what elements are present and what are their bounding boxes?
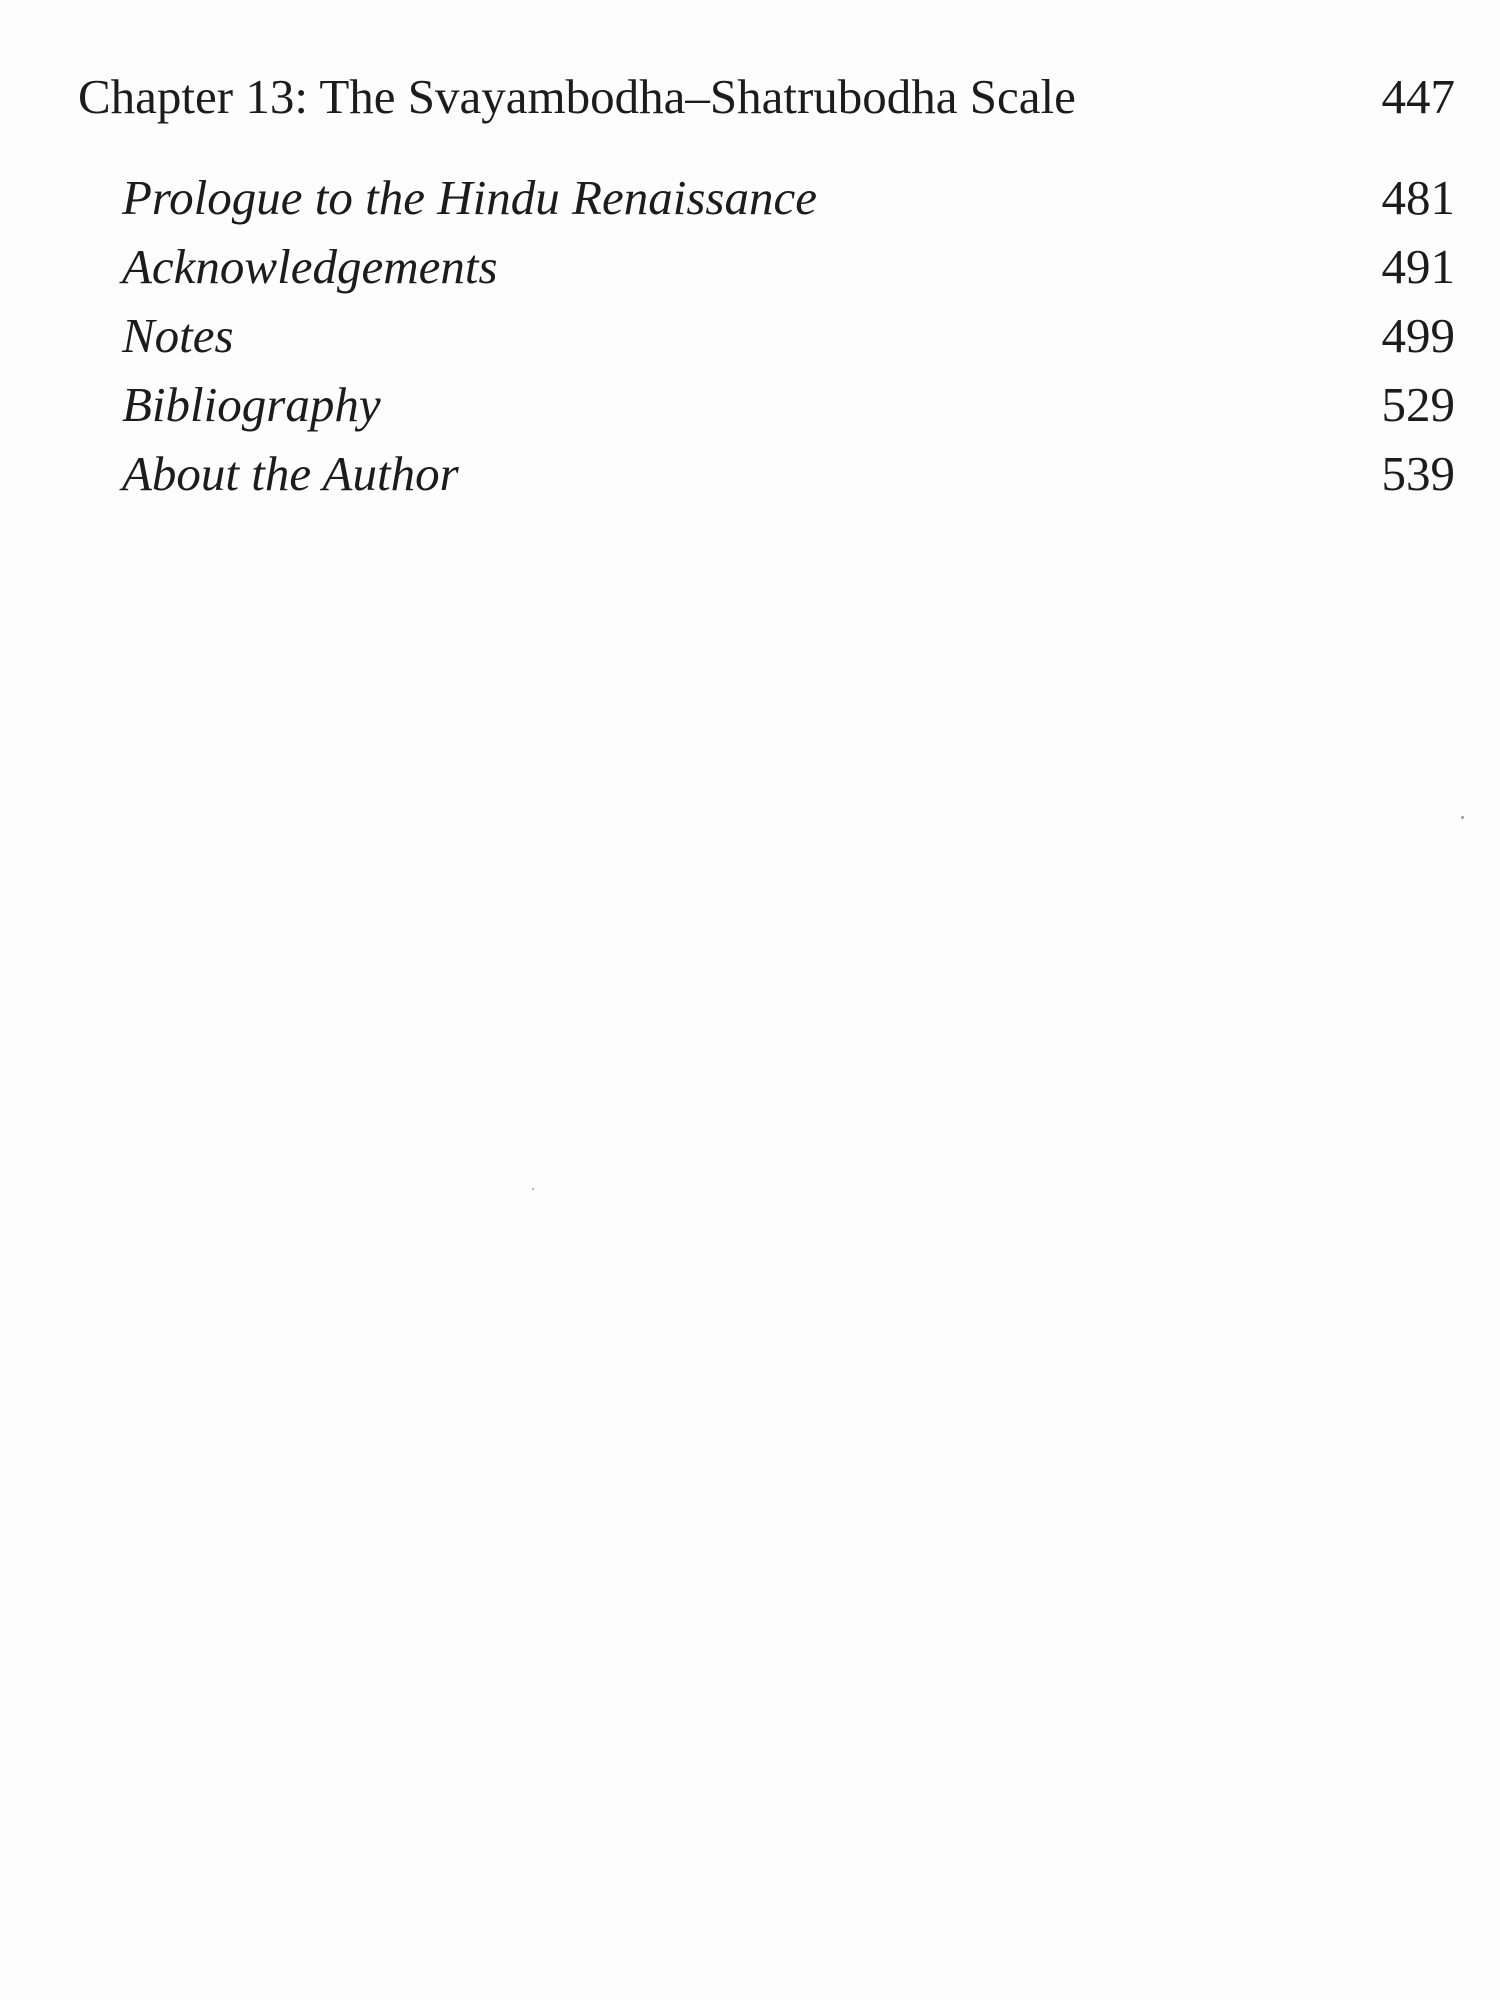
toc-entry-page-number: 499 <box>1381 308 1455 363</box>
toc-entry-page-number: 491 <box>1381 239 1455 294</box>
toc-entry-bibliography <box>0 370 1500 440</box>
toc-entry-page-number: 481 <box>1381 170 1455 225</box>
toc-entry-title: Chapter 13: The Svayambodha–Shatrubodha Scale <box>78 69 1076 124</box>
toc-entry-title: Acknowledgements <box>122 239 498 294</box>
toc-entry-acknowledgements <box>0 232 1500 302</box>
toc-entry-chapter-13 <box>0 62 1500 132</box>
toc-entry-title: Bibliography <box>122 377 381 432</box>
toc-entry-about-the-author <box>0 439 1500 509</box>
toc-entry-title: Prologue to the Hindu Renaissance <box>122 170 817 225</box>
toc-entry-notes <box>0 301 1500 371</box>
scan-speck <box>532 1188 534 1190</box>
toc-entry-title: About the Author <box>122 446 459 501</box>
toc-entry-page-number: 447 <box>1381 69 1455 124</box>
toc-entry-page-number: 539 <box>1381 446 1455 501</box>
toc-entry-title: Notes <box>122 308 234 363</box>
scan-speck <box>1461 816 1464 819</box>
toc-entry-prologue <box>0 163 1500 233</box>
toc-entry-page-number: 529 <box>1381 377 1455 432</box>
